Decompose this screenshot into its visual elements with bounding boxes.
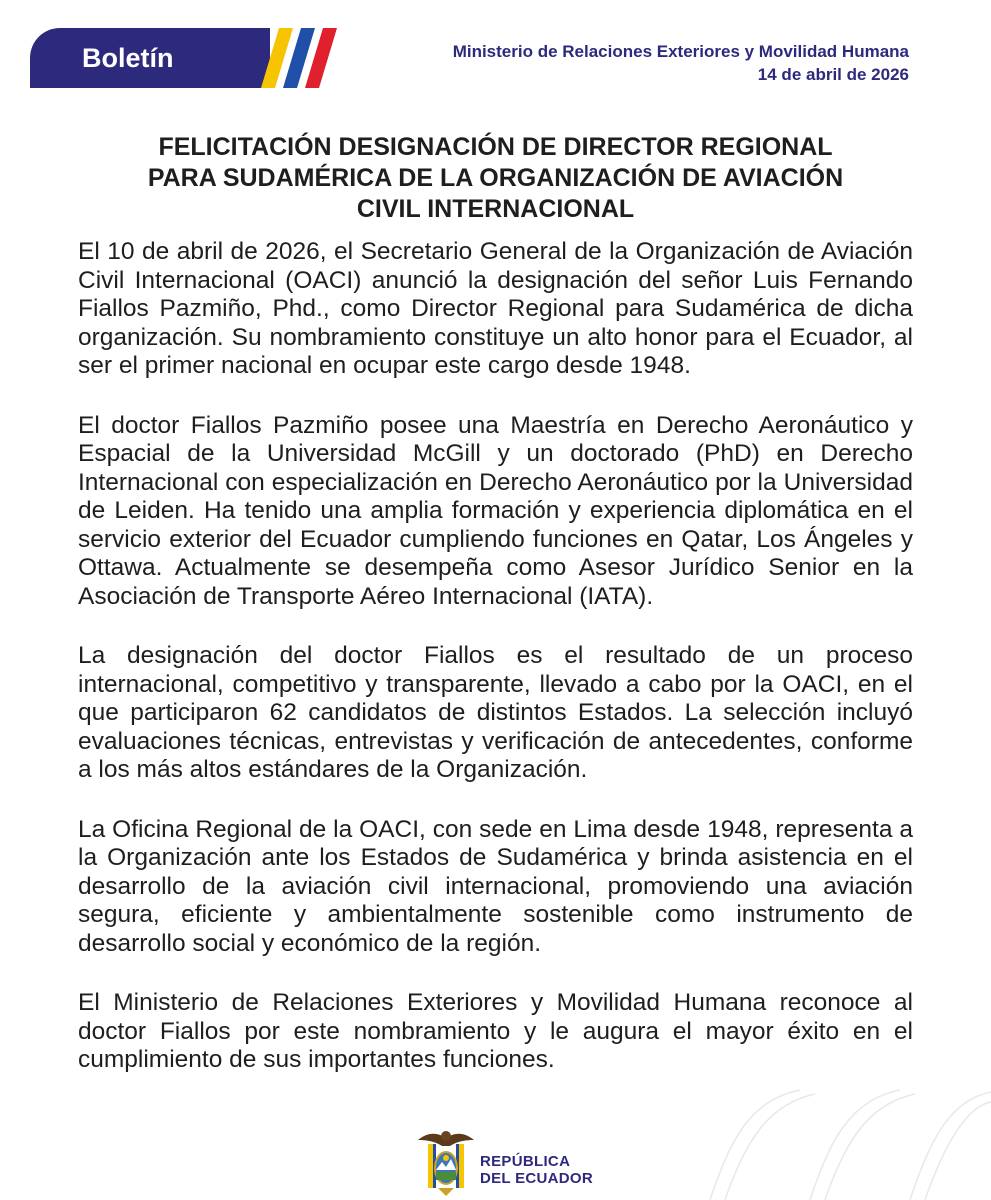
bulletin-label: Boletín xyxy=(82,42,174,73)
paragraph: El Ministerio de Relaciones Exteriores y Movilidad Humana reconoce al doctor Fiallos por este nombramiento y le augura el mayor éxito en el cumplimiento de sus importantes funciones. xyxy=(78,989,913,1073)
title-line: PARA SUDAMÉRICA DE LA ORGANIZACIÓN DE AVIACIÓN xyxy=(147,164,844,192)
title-line: FELICITACIÓN DESIGNACIÓN DE DIRECTOR REGIONAL xyxy=(158,133,833,161)
title-line: CIVIL INTERNACIONAL xyxy=(356,195,635,223)
flag-stripes-icon xyxy=(255,28,355,88)
page-title xyxy=(80,132,911,225)
paragraph: La Oficina Regional de la OACI, con sede en Lima desde 1948, representa a la Organización ante los Estados de Sudamérica y brinda asistencia en el desarrollo de la aviación civil internacional, promoviendo una aviación segura, eficiente y ambientalmente sostenible como instrumento de desarrollo social y económico de la región. xyxy=(78,815,913,957)
republic-line-2: DEL ECUADOR xyxy=(480,1170,594,1187)
paragraph: La designación del doctor Fiallos es el resultado de un proceso internacional, competitivo y transparente, llevado a cabo por la OACI, en el que participaron 62 candidatos de distintos Estados. La selección incluyó evaluaciones técnicas, entrevistas y verificación de antecedentes, conforme a los más altos estándares de la Organización. xyxy=(78,642,913,783)
coat-of-arms-icon xyxy=(414,1126,478,1200)
decorative-swoosh-icon xyxy=(690,1080,991,1200)
ministry-name: Ministerio de Relaciones Exteriores y Movilidad Humana xyxy=(452,42,909,61)
article-body xyxy=(78,238,913,1106)
republic-line-1: REPÚBLICA xyxy=(480,1153,571,1170)
header-info xyxy=(453,40,909,86)
paragraph: El 10 de abril de 2026, el Secretario General de la Organización de Aviación Civil Internacional (OACI) anunció la designación del señor Luis Fernando Fiallos Pazmiño, Phd., como Director Regional para Sudamérica de dicha organización. Su nombramiento constituye un alto honor para el Ecuador, al ser el primer nacional en ocupar este cargo desde 1948. xyxy=(78,238,913,379)
bulletin-banner xyxy=(30,28,270,88)
republic-label xyxy=(480,1153,593,1187)
bulletin-date: 14 de abril de 2026 xyxy=(757,65,909,84)
paragraph: El doctor Fiallos Pazmiño posee una Maestría en Derecho Aeronáutico y Espacial de la Universidad McGill y un doctorado (PhD) en Derecho Internacional con especialización en Derecho Aeronáutico por la Universidad de Leiden. Ha tenido una amplia formación y experiencia diplomática en el servicio exterior del Ecuador cumpliendo funciones en Qatar, Los Ángeles y Ottawa. Actualmente se desempeña como Asesor Jurídico Senior en la Asociación de Transporte Aéreo Internacional (IATA). xyxy=(78,411,913,610)
